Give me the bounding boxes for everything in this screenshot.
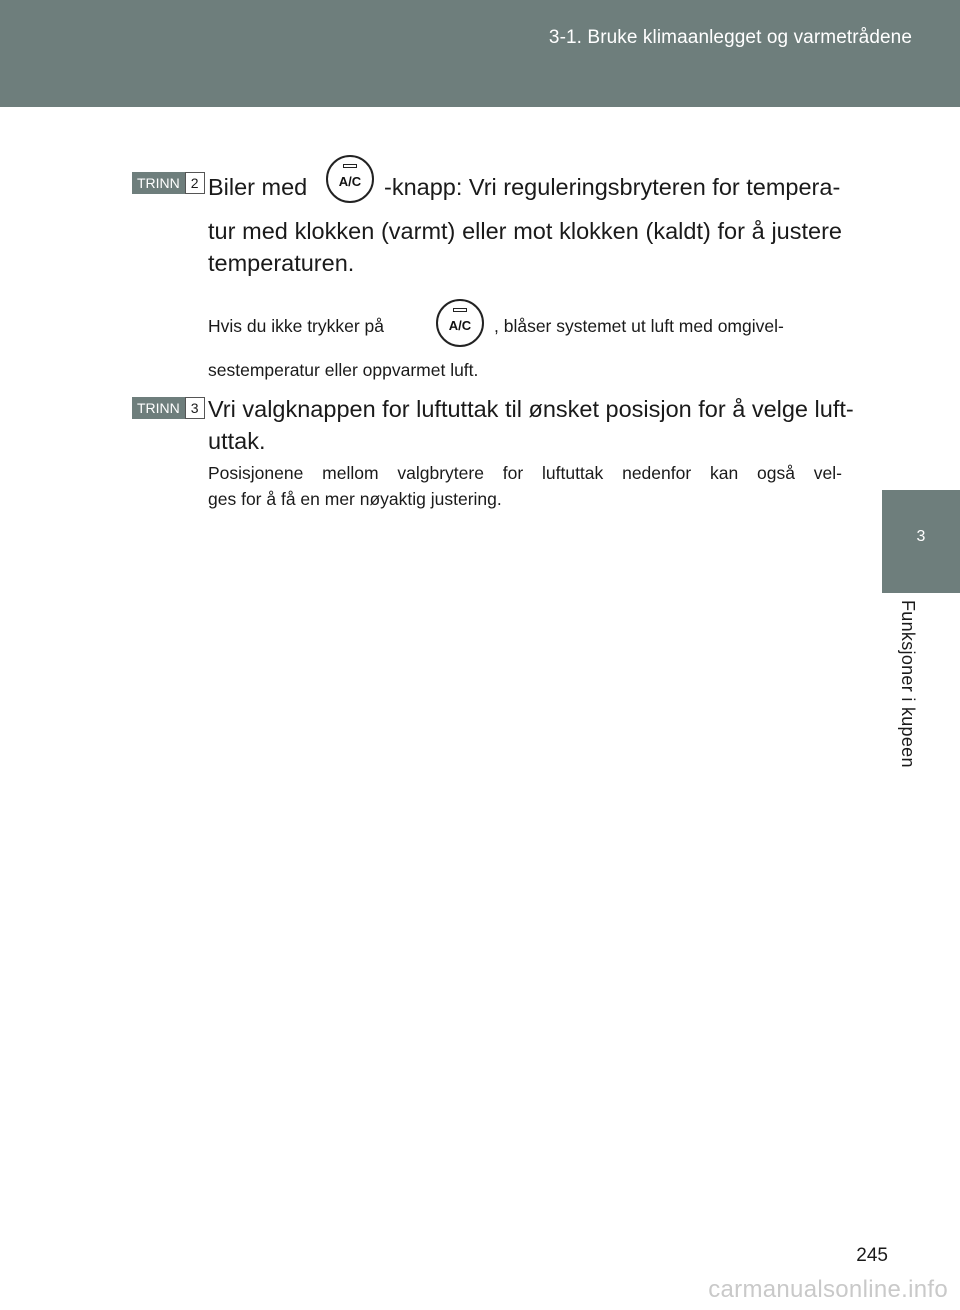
step3-line1: Vri valgknappen for luftuttak til ønsket posisjon for å velge luft- (208, 396, 854, 422)
step3-line2: uttak. (208, 428, 266, 454)
ac-button-icon (326, 155, 374, 203)
watermark: carmanualsonline.info (708, 1276, 948, 1303)
ac-indicator-light (343, 164, 357, 168)
step2-line2: tur med klokken (varmt) eller mot klokken (kaldt) for å justere (208, 218, 842, 244)
chapter-title: Funksjoner i kupeen (898, 600, 918, 768)
page-number: 245 (856, 1245, 888, 1266)
step-badge-word: TRINN (132, 172, 185, 194)
chapter-tab (882, 490, 960, 593)
ac-button-label: A/C (448, 318, 472, 333)
step-badge-3 (132, 397, 205, 419)
step2-note-before: Hvis du ikke trykker på (208, 316, 385, 336)
section-title: 3-1. Bruke klimaanlegget og varmetrådene (548, 27, 912, 48)
step2-note-line1 (208, 314, 842, 338)
step2-line3: temperaturen. (208, 250, 355, 276)
step-badge-number: 2 (185, 172, 205, 194)
step-badge-number: 3 (185, 397, 205, 419)
step2-note-line2: sestemperatur eller oppvarmet luft. (208, 360, 479, 380)
step-badge-2 (132, 172, 205, 194)
ac-indicator-light (453, 308, 467, 312)
step2-line1-before: Biler med (208, 174, 308, 200)
ac-button-label: A/C (338, 174, 362, 189)
ac-button-icon (436, 299, 484, 347)
step3-note-line2: ges for å få en mer nøyaktig justering. (208, 489, 502, 509)
step3-note-line1: Posisjonene mellom valgbrytere for luftuttak nedenfor kan også vel- (208, 463, 842, 483)
chapter-number: 3 (916, 528, 926, 545)
step2-note-after: , blåser systemet ut luft med omgivel- (494, 316, 784, 336)
step-badge-word: TRINN (132, 397, 185, 419)
step2-line1 (208, 172, 842, 202)
header-band (0, 0, 960, 107)
step2-line1-after: -knapp: Vri reguleringsbryteren for tempera- (384, 174, 841, 200)
